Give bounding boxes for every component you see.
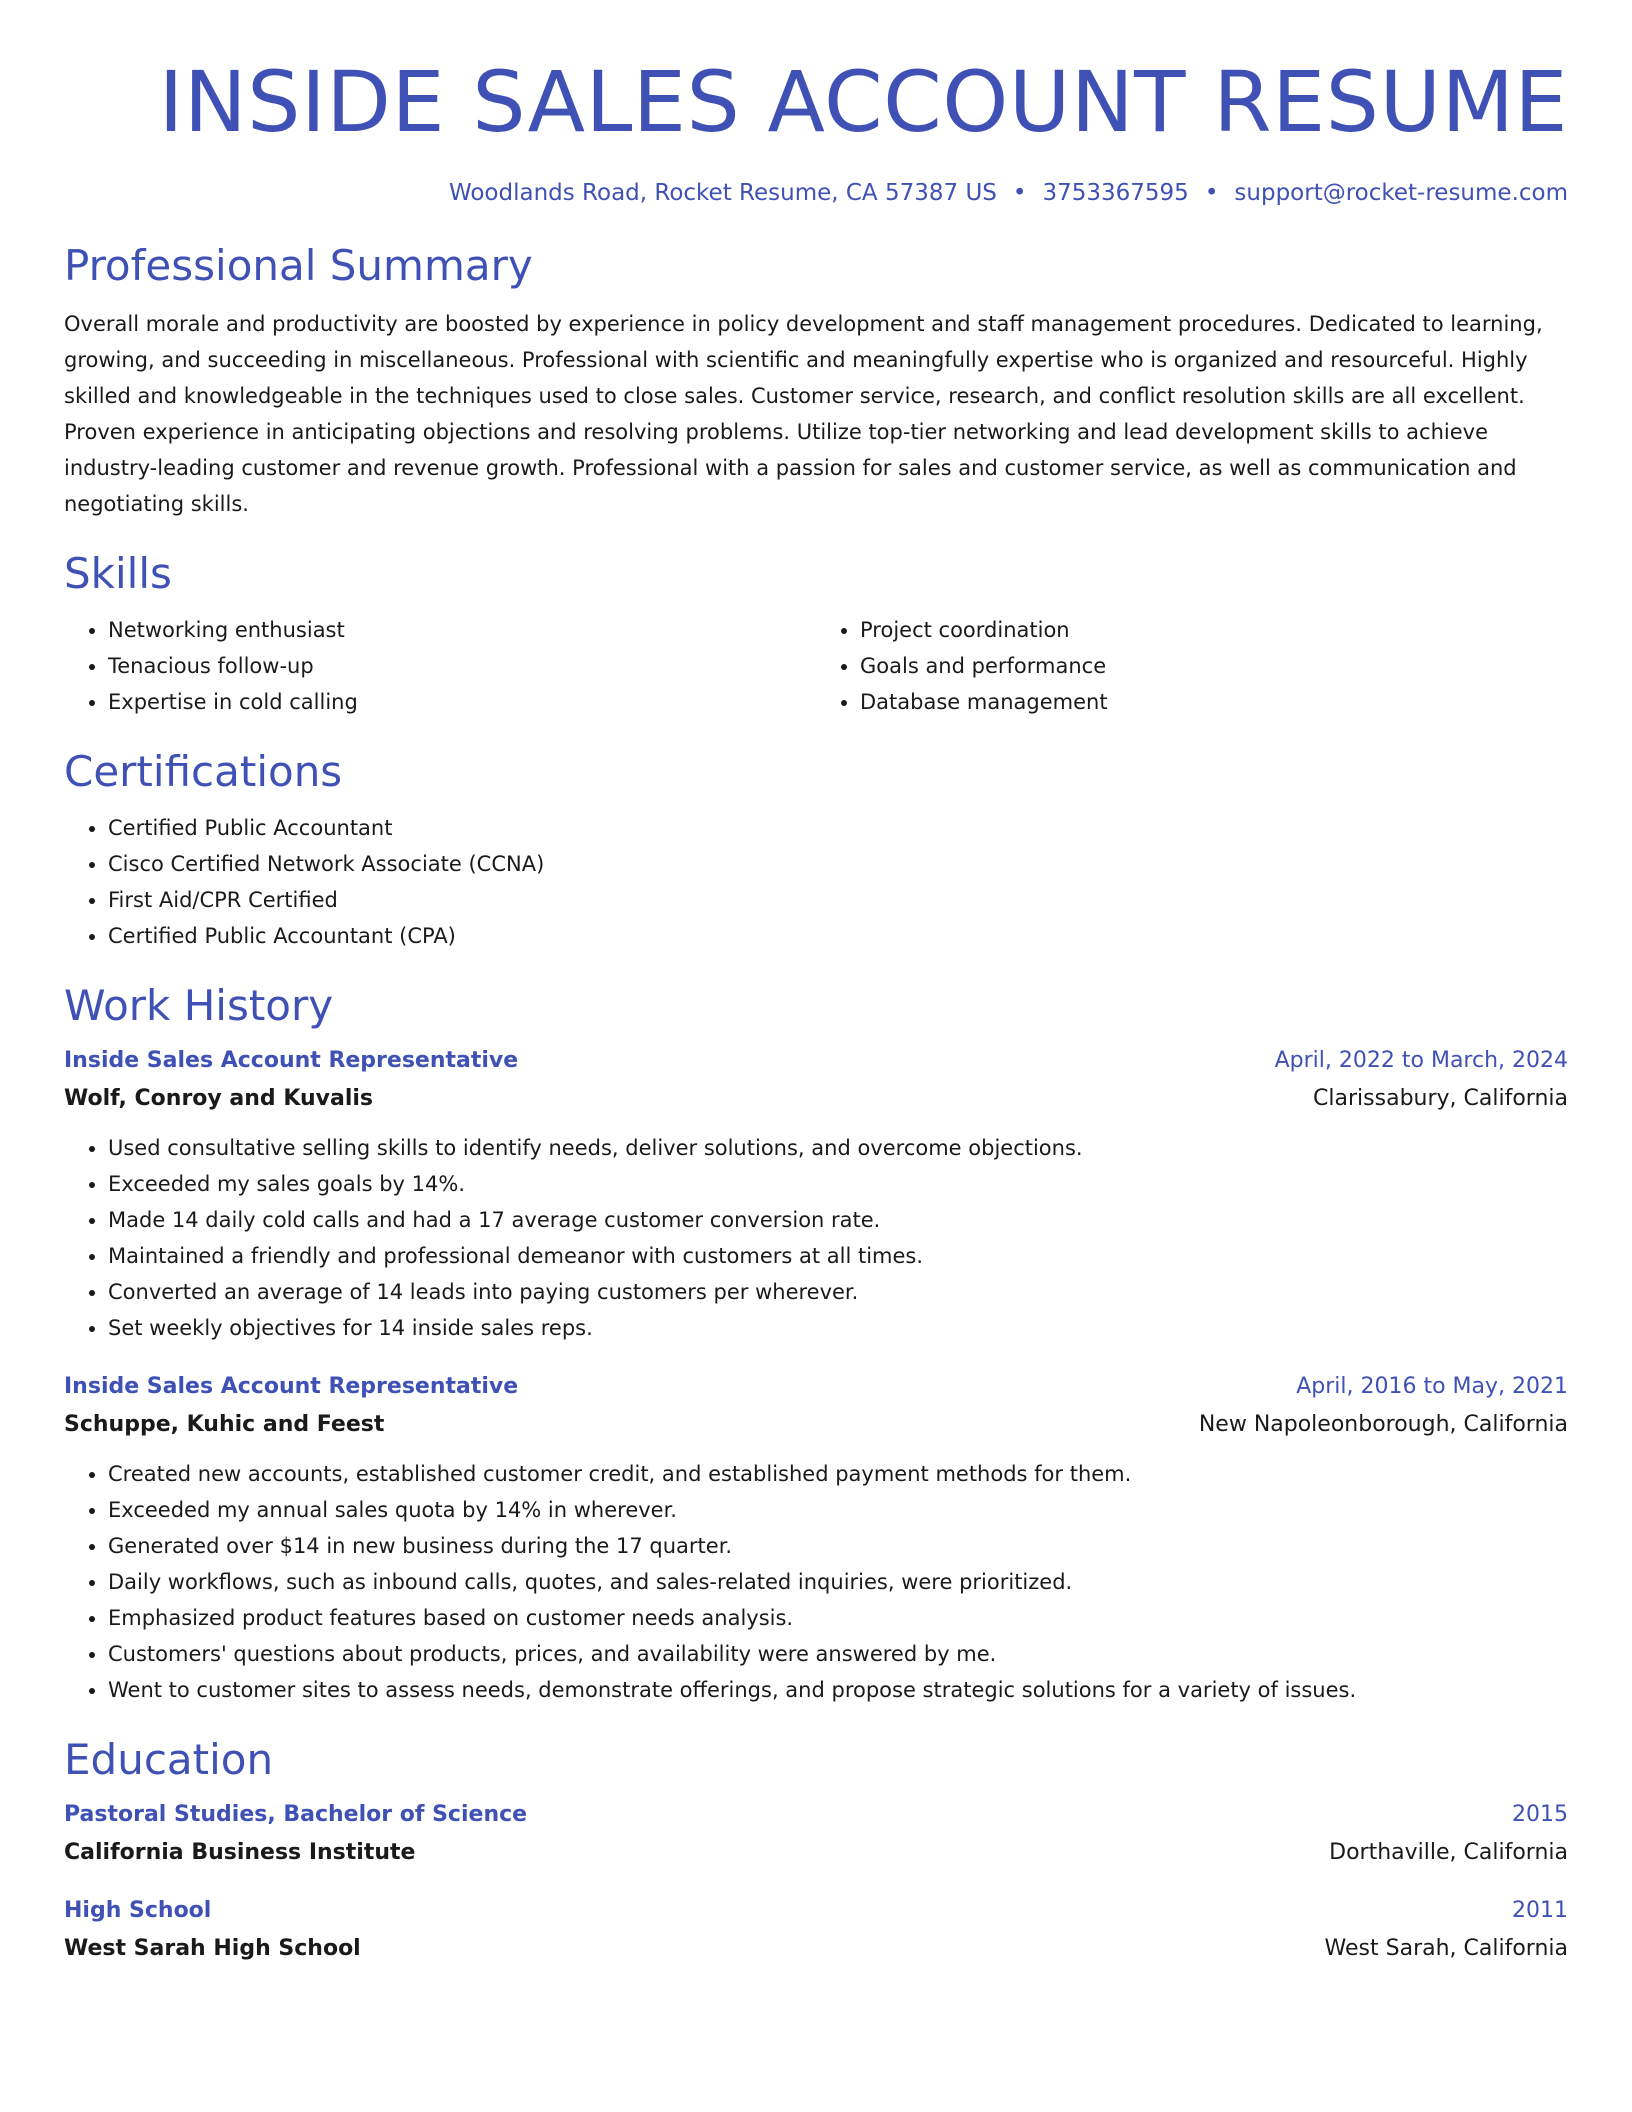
job-title: Inside Sales Account Representative bbox=[64, 1374, 519, 1399]
education-entry bbox=[64, 1894, 1568, 1966]
education-location: Dorthaville, California bbox=[1329, 1840, 1568, 1865]
job-bullet: • Customers' questions about products, prices, and availability were answered by me. bbox=[108, 1636, 1568, 1672]
skills-right-list bbox=[816, 612, 1568, 720]
job-bullets bbox=[64, 1130, 1568, 1346]
skill-item: • Goals and performance bbox=[860, 648, 1568, 684]
education-degree: High School bbox=[64, 1898, 212, 1923]
contact-email: support@rocket-resume.com bbox=[1234, 180, 1568, 206]
skill-item: • Database management bbox=[860, 684, 1568, 720]
job-bullet: • Set weekly objectives for 14 inside sales reps. bbox=[108, 1310, 1568, 1346]
contact-line bbox=[64, 178, 1568, 208]
job-dates: April, 2022 to March, 2024 bbox=[1274, 1048, 1568, 1073]
skills-heading: Skills bbox=[64, 549, 172, 598]
education-year: 2015 bbox=[1512, 1802, 1568, 1827]
education-heading: Education bbox=[64, 1735, 274, 1784]
job-header bbox=[64, 1044, 1568, 1078]
job-company: Wolf, Conroy and Kuvalis bbox=[64, 1086, 374, 1111]
certifications-list bbox=[64, 810, 1568, 954]
skill-item: • Networking enthusiast bbox=[108, 612, 816, 648]
summary-heading: Professional Summary bbox=[64, 241, 533, 290]
summary-text: Overall morale and productivity are boosted by experience in policy development and staff management procedures. Dedicated to learning, growing, and succeeding in miscellaneous. Professional with scientific and meaningfully expertise who is organized and resourceful. Highly skilled and knowledgeable in the techniques used to close sales. Customer service, research, and conflict resolution skills are all excellent. Proven experience in anticipating objections and resolving problems. Utilize top-tier networking and lead development skills to achieve industry-leading customer and revenue growth. Professional with a passion for sales and customer service, as well as communication and negotiating skills. bbox=[64, 312, 1543, 516]
education-header bbox=[64, 1798, 1568, 1832]
certification-item: • First Aid/CPR Certified bbox=[108, 882, 1568, 918]
skills-columns bbox=[64, 612, 1568, 720]
job-bullet: • Used consultative selling skills to identify needs, deliver solutions, and overcome objections. bbox=[108, 1130, 1568, 1166]
education-subheader bbox=[64, 1836, 1568, 1870]
education-header bbox=[64, 1894, 1568, 1928]
job-bullet: • Maintained a friendly and professional demeanor with customers at all times. bbox=[108, 1238, 1568, 1274]
job-location: New Napoleonborough, California bbox=[1198, 1412, 1568, 1437]
job-bullet: • Exceeded my annual sales quota by 14% in wherever. bbox=[108, 1492, 1568, 1528]
certification-item: • Certified Public Accountant (CPA) bbox=[108, 918, 1568, 954]
job-company: Schuppe, Kuhic and Feest bbox=[64, 1412, 385, 1437]
education-year: 2011 bbox=[1512, 1898, 1568, 1923]
job-bullet: • Created new accounts, established customer credit, and established payment methods for them. bbox=[108, 1456, 1568, 1492]
job-bullets bbox=[64, 1456, 1568, 1708]
education-section bbox=[64, 1734, 1568, 1966]
resume-title: INSIDE SALES ACCOUNT RESUME bbox=[158, 53, 1568, 151]
skill-item: • Tenacious follow-up bbox=[108, 648, 816, 684]
education-degree: Pastoral Studies, Bachelor of Science bbox=[64, 1802, 528, 1827]
work-history-section bbox=[64, 980, 1568, 1708]
certifications-section bbox=[64, 746, 1568, 954]
contact-separator: • bbox=[1012, 180, 1027, 206]
skills-left-list bbox=[64, 612, 816, 720]
certification-item: • Cisco Certified Network Associate (CCNA) bbox=[108, 846, 1568, 882]
job-title: Inside Sales Account Representative bbox=[64, 1048, 519, 1073]
education-school: California Business Institute bbox=[64, 1840, 416, 1865]
certification-item: • Certified Public Accountant bbox=[108, 810, 1568, 846]
job-bullet: • Generated over $14 in new business during the 17 quarter. bbox=[108, 1528, 1568, 1564]
contact-phone: 3753367595 bbox=[1042, 180, 1189, 206]
job-dates: April, 2016 to May, 2021 bbox=[1296, 1374, 1568, 1399]
job-subheader bbox=[64, 1408, 1568, 1442]
skills-section bbox=[64, 548, 1568, 720]
education-location: West Sarah, California bbox=[1324, 1936, 1568, 1961]
job-bullet: • Went to customer sites to assess needs, demonstrate offerings, and propose strategic solutions for a variety of issues. bbox=[108, 1672, 1568, 1708]
certifications-heading: Certifications bbox=[64, 747, 343, 796]
job-bullet: • Exceeded my sales goals by 14%. bbox=[108, 1166, 1568, 1202]
job-bullet: • Converted an average of 14 leads into paying customers per wherever. bbox=[108, 1274, 1568, 1310]
contact-separator: • bbox=[1204, 180, 1219, 206]
job-bullet: • Emphasized product features based on customer needs analysis. bbox=[108, 1600, 1568, 1636]
contact-address: Woodlands Road, Rocket Resume, CA 57387 US bbox=[448, 180, 997, 206]
education-school: West Sarah High School bbox=[64, 1936, 361, 1961]
job-header bbox=[64, 1370, 1568, 1404]
job-location: Clarissabury, California bbox=[1313, 1086, 1568, 1111]
work-history-heading: Work History bbox=[64, 981, 334, 1030]
job-entry bbox=[64, 1044, 1568, 1346]
job-subheader bbox=[64, 1082, 1568, 1116]
education-subheader bbox=[64, 1932, 1568, 1966]
summary-section bbox=[64, 240, 1568, 522]
job-bullet: • Daily workflows, such as inbound calls, quotes, and sales-related inquiries, were prioritized. bbox=[108, 1564, 1568, 1600]
skill-item: • Project coordination bbox=[860, 612, 1568, 648]
skill-item: • Expertise in cold calling bbox=[108, 684, 816, 720]
job-bullet: • Made 14 daily cold calls and had a 17 average customer conversion rate. bbox=[108, 1202, 1568, 1238]
job-entry bbox=[64, 1370, 1568, 1708]
education-entry bbox=[64, 1798, 1568, 1870]
